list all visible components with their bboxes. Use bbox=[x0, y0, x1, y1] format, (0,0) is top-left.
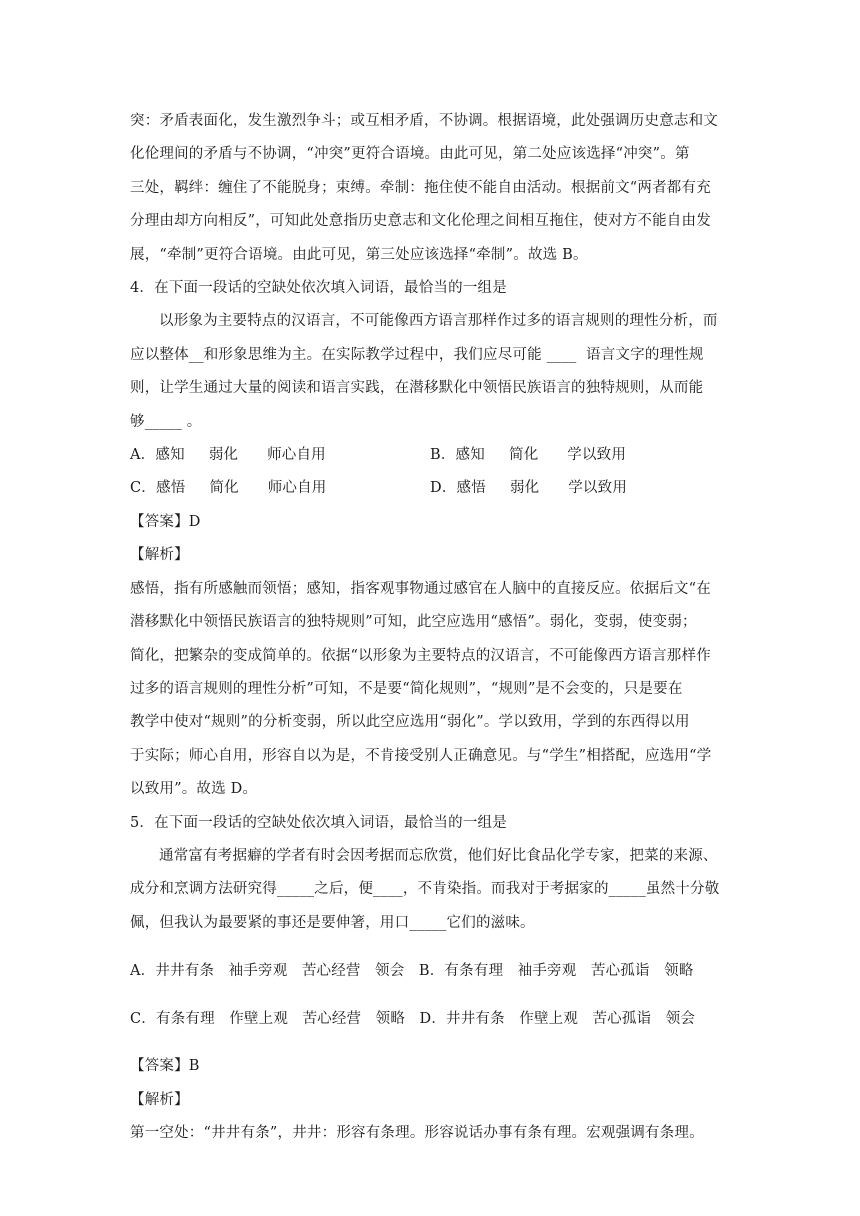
options-row bbox=[130, 439, 730, 472]
analysis-label: 【解析】 bbox=[130, 1091, 189, 1108]
option-d: D．感悟 弱化 学以致用 bbox=[430, 480, 628, 497]
option-c: C．感悟 简化 师心自用 bbox=[130, 480, 327, 497]
text-line: 突：矛盾表面化，发生激烈争斗；或互相矛盾，不协调。根据语境，此处强调历史意志和文 bbox=[130, 113, 718, 129]
options-row bbox=[130, 472, 730, 505]
passage-line: 以形象为主要特点的汉语言，不可能像西方语言那样作过多的语言规则的理性分析，而 bbox=[159, 313, 718, 330]
passage-line: 通常富有考据癖的学者有时会因考据而忘欣赏，他们好比食品化学专家，把菜的来源、 bbox=[159, 847, 718, 864]
analysis-line: 于实际；师心自用，形容自以为是，不肯接受别人正确意见。与“学生”相搭配，应选用“学 bbox=[130, 747, 712, 764]
passage-line: 应以整体__和形象思维为主。在实际教学过程中，我们应尽可能 ____ 语言文字的理性规 bbox=[130, 346, 704, 363]
question-stem: 5．在下面一段话的空缺处依次填入词语，最恰当的一组是 bbox=[130, 814, 507, 831]
document-body bbox=[130, 105, 730, 1151]
passage-line: 成分和烹调方法研究得_____之后，便____，不肯染指。而我对于考据家的_____虽然十分敬 bbox=[130, 881, 720, 898]
analysis-line: 第一空处：“井井有条”，井井：形容有条理。形容说话办事有条有理。宏观强调有条理。 bbox=[130, 1125, 704, 1142]
passage-line: 够_____ 。 bbox=[130, 413, 202, 430]
analysis-line: 过多的语言规则的理性分析”可知，不是要“简化规则”，“规则”是不会变的，只是要在 bbox=[130, 680, 683, 697]
options-line: C．有条有理 作壁上观 苦心经营 领略 D．井井有条 作壁上观 苦心孤诣 领会 bbox=[130, 1010, 696, 1027]
analysis-line: 潜移默化中领悟民族语言的独特规则”可知，此空应选用“感悟”。弱化，变弱，使变弱； bbox=[130, 614, 697, 631]
question-5 bbox=[130, 807, 730, 1151]
analysis-line: 感悟，指有所感触而领悟；感知，指客观事物通过感官在人脑中的直接反应。依据后文“在 bbox=[130, 580, 711, 597]
option-b: B．感知 简化 学以致用 bbox=[430, 447, 627, 464]
text-line: 展，“牵制”更符合语境。由此可见，第三处应该选择“牵制”。故选 B。 bbox=[130, 246, 588, 263]
text-line: 化伦理间的矛盾与不协调，“冲突”更符合语境。由此可见，第二处应该选择“冲突”。第 bbox=[130, 146, 690, 163]
analysis-line: 以致用”。故选 D。 bbox=[130, 781, 258, 798]
previous-analysis-continuation bbox=[130, 105, 730, 272]
analysis-label: 【解析】 bbox=[130, 547, 189, 564]
question-stem: 4．在下面一段话的空缺处依次填入词语，最恰当的一组是 bbox=[130, 280, 507, 297]
answer-label: 【答案】B bbox=[130, 1058, 200, 1075]
text-line: 三处，羁绊：缠住了不能脱身；束缚。牵制：拖住使不能自由活动。根据前文“两者都有充 bbox=[130, 179, 711, 196]
answer-label: 【答案】D bbox=[130, 513, 201, 530]
options-line: A．井井有条 袖手旁观 苦心经营 领会 B．有条有理 袖手旁观 苦心孤诣 领略 bbox=[130, 962, 694, 979]
text-line: 分理由却方向相反”，可知此处意指历史意志和文化伦理之间相互拖住，使对方不能自由发 bbox=[130, 213, 711, 230]
question-4 bbox=[130, 272, 730, 807]
option-a: A．感知 弱化 师心自用 bbox=[130, 447, 326, 464]
passage-line: 佩，但我认为最要紧的事还是要伸箸，用口_____它们的滋味。 bbox=[130, 914, 535, 931]
analysis-line: 教学中使对“规则”的分析变弱，所以此空应选用“弱化”。学以致用，学到的东西得以用 bbox=[130, 714, 690, 731]
passage-line: 则，让学生通过大量的阅读和语言实践，在潜移默化中领悟民族语言的独特规则，从而能 bbox=[130, 380, 704, 397]
analysis-line: 简化，把繁杂的变成简单的。依据“以形象为主要特点的汉语言，不可能像西方语言那样作 bbox=[130, 647, 711, 664]
